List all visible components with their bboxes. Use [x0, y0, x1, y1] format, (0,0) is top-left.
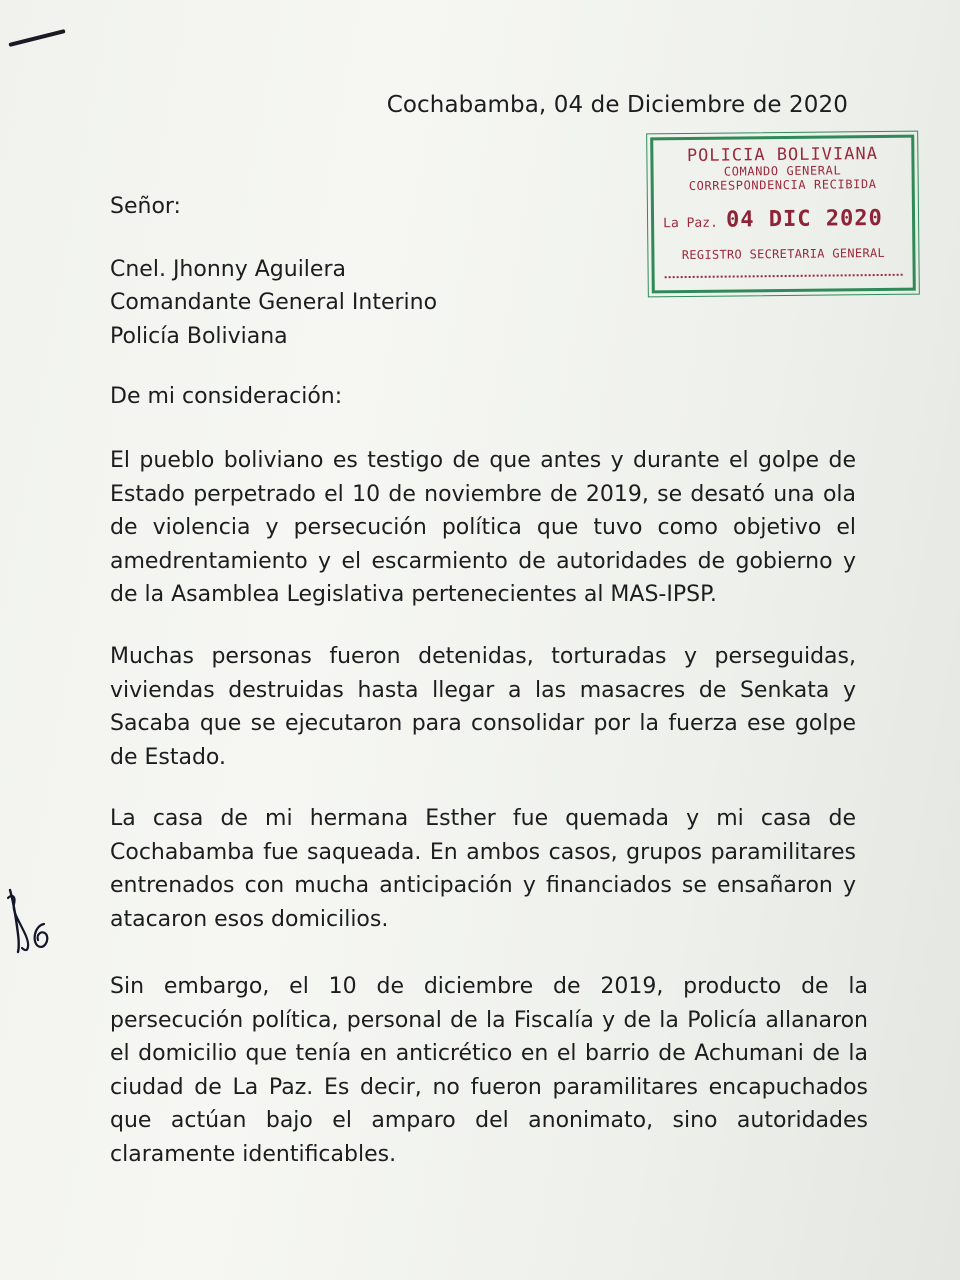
stamp-place: La Paz.	[663, 215, 718, 232]
paragraph-2: Muchas personas fueron detenidas, torturadas y perseguidas, viviendas destruidas hasta llegar a las masacres de Senkata y Sacaba que se ejecutaron para consolidar por la fuerza ese golpe de Estado.	[110, 644, 856, 770]
stamp-line-3: CORRESPONDENCIA RECIBIDA	[688, 177, 877, 193]
pen-dash-mark	[8, 29, 65, 47]
stamp-registry: REGISTRO SECRETARIA GENERAL	[681, 245, 886, 263]
stamp-line-2: COMANDO GENERAL	[723, 163, 842, 179]
salutation: Señor:	[110, 194, 181, 219]
recipient-name: Cnel. Jhonny Aguilera	[110, 256, 346, 282]
paragraph-4: Sin embargo, el 10 de diciembre de 2019, producto de la persecución política, personal de la Fiscalía y de la Policía allanaron el domicilio que tenía en anticrético en el barrio de Achumani de la ciudad de La Paz. Es decir, no fueron paramilitares encapuchados que actúan bajo el amparo del anonimato, sino autoridades claramente identificables.	[110, 974, 868, 1167]
paragraph-3: La casa de mi hermana Esther fue quemada y mi casa de Cochabamba fue saqueada. En ambos casos, grupos paramilitares entrenados con mucha anticipación y financiados se ensañaron y atacaron esos domicilios.	[110, 806, 856, 932]
greeting: De mi consideración:	[110, 384, 343, 409]
recipient-block	[110, 190, 856, 353]
recipient-title: Comandante General Interino	[110, 290, 438, 315]
handwritten-initials	[0, 884, 64, 964]
date-line: Cochabamba, 04 de Diciembre de 2020	[386, 92, 848, 118]
recipient-institution: Policía Boliviana	[110, 323, 288, 349]
stamp-line-1: POLICIA BOLIVIANA	[686, 144, 878, 167]
paragraph-1: El pueblo boliviano es testigo de que antes y durante el golpe de Estado perpetrado el 10 de noviembre de 2019, se desató una ola de violencia y persecución política que tuvo como objetivo el amedrentamiento y el escarmiento de autoridades de gobierno y de la Asamblea Legislativa pertenecientes al MAS-IPSP.	[110, 448, 856, 607]
stamp-date: 04 DIC 2020	[725, 205, 883, 233]
